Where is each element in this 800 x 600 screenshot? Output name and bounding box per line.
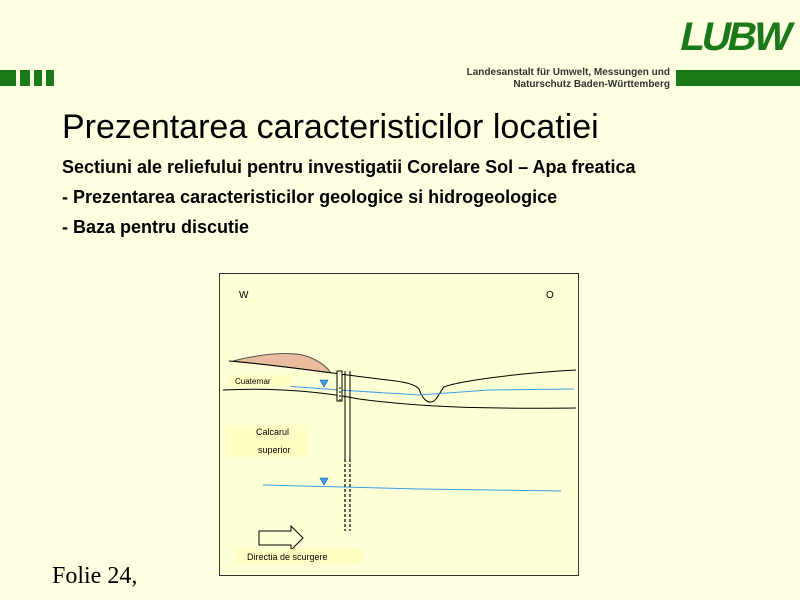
- label-limestone-line-2: superior: [258, 445, 291, 455]
- svg-text:LUBW: LUBW: [676, 13, 795, 59]
- label-flow-direction: Directia de scurgere: [247, 552, 328, 562]
- bullet-item: - Baza pentru discutie: [62, 217, 250, 237]
- slide-title: Prezentarea caracteristicilor locatiei: [62, 108, 599, 146]
- bullet-list: [62, 156, 742, 238]
- slide-number: Folie 24,: [52, 563, 138, 589]
- decorative-squares: [0, 70, 60, 86]
- org-line-1: Landesanstalt für Umwelt, Messungen und: [466, 67, 670, 78]
- label-quaternary: Cuaternar: [235, 377, 271, 386]
- cross-section-diagram: [219, 273, 579, 576]
- diagram-frame: [220, 274, 579, 576]
- org-line-2: Naturschutz Baden-Württemberg: [513, 79, 670, 90]
- label-east: O: [546, 290, 554, 301]
- decorative-rule: [676, 70, 800, 86]
- label-limestone-line-1: Calcarul: [256, 427, 290, 437]
- bullet-item: Sectiuni ale reliefului pentru investigatii Corelare Sol – Apa freatica: [62, 157, 636, 177]
- organization-name: [456, 67, 670, 91]
- lubw-logo: [676, 13, 795, 59]
- label-west: W: [239, 290, 249, 301]
- bullet-item: - Prezentarea caracteristicilor geologice si hidrogeologice: [62, 187, 558, 207]
